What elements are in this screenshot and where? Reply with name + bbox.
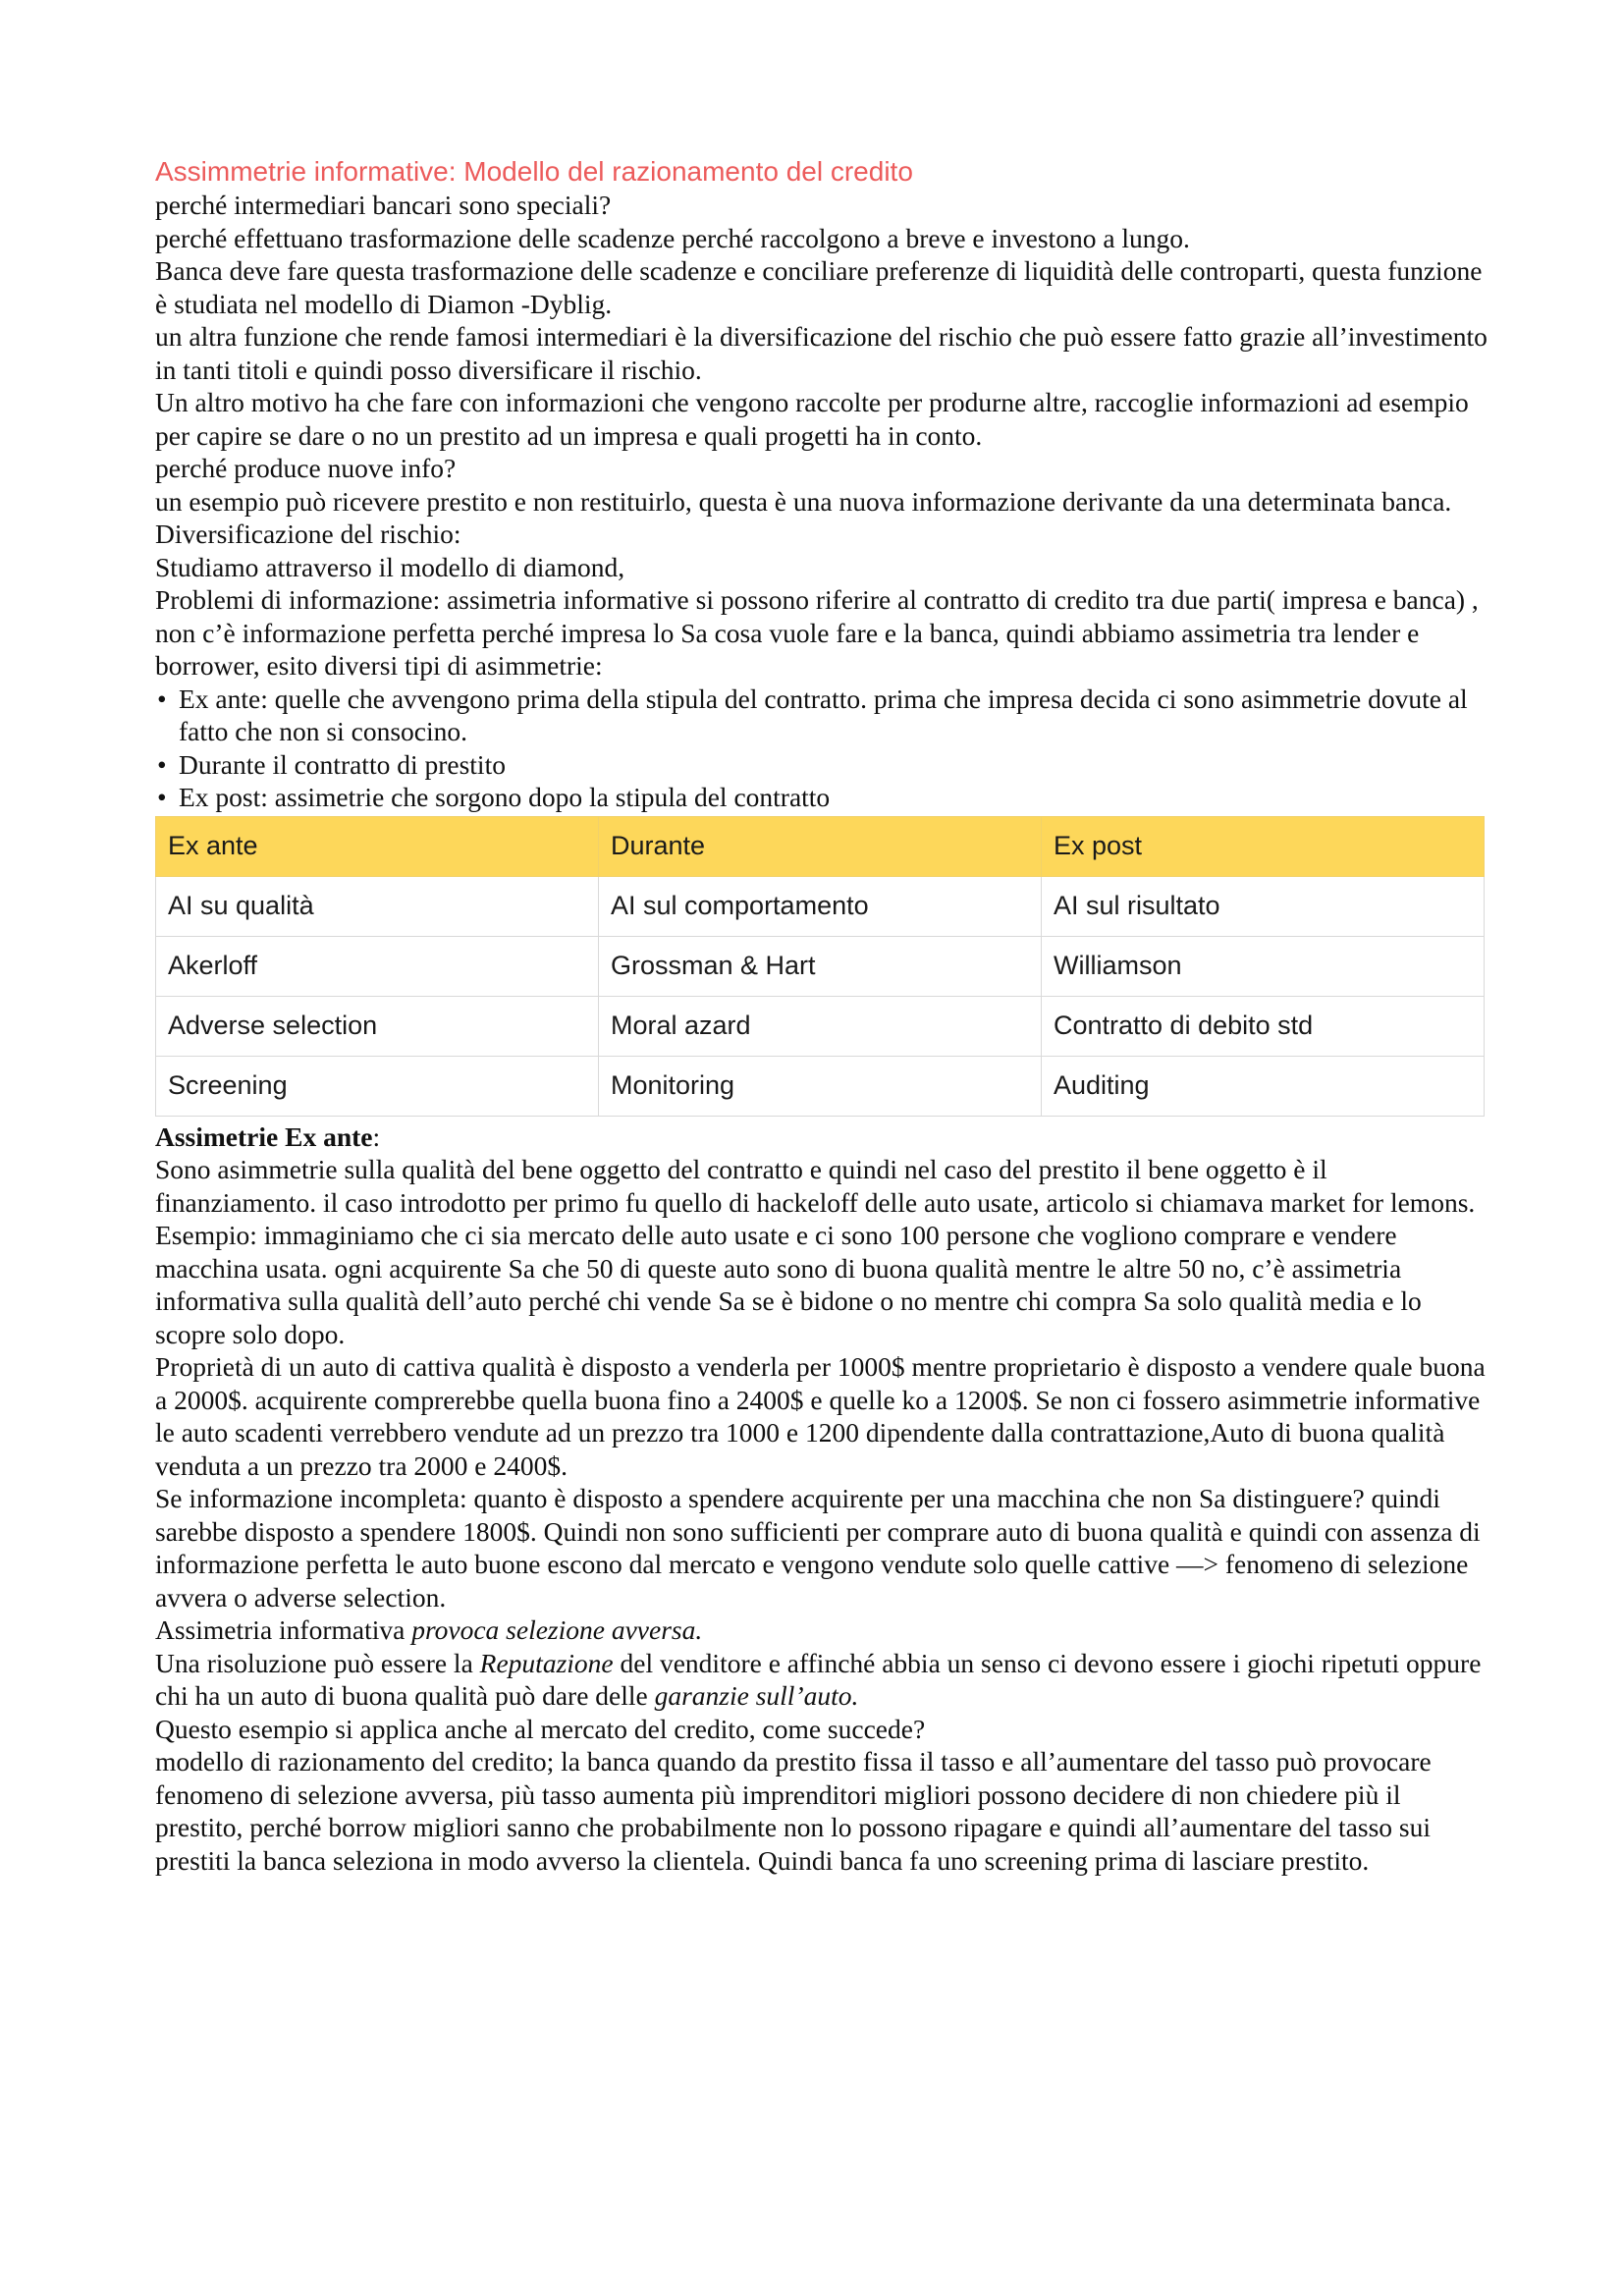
- intro-paragraph: un esempio può ricevere prestito e non restituirlo, questa è una nuova informazione derivante da una determinata banca.: [155, 485, 1452, 517]
- body-paragraph: [155, 1647, 1490, 1713]
- intro-paragraph: Banca deve fare questa trasformazione delle scadenze e conciliare preferenze di liquidità delle controparti, questa funzione è studiata nel modello di Diamon -Dyblig.: [155, 255, 1483, 319]
- table-header-cell: Durante: [599, 816, 1042, 876]
- section-heading-text: Assimetrie Ex ante: [155, 1121, 373, 1152]
- body-paragraph: modello di razionamento del credito; la banca quando da prestito fissa il tasso e all’aumentare del tasso può provocare fenomeno di selezione avversa, più tasso aumenta più imprenditori migliori possono decidere di non chiedere più il prestito, perché borrow migliori sanno che probabilmente non lo possono ripagare e quindi all’aumentare del tasso sui prestiti la banca seleziona in modo avverso la clientela. Quindi banca fa uno screening prima di lasciare prestito.: [155, 1746, 1432, 1876]
- body-paragraph: Proprietà di un auto di cattiva qualità è disposto a venderla per 1000$ mentre proprietario è disposto a vendere quale buona a 2000$. acquirente comprerebbe quella buona fino a 2400$ e quelle ko a 1200$. Se non ci fossero asimmetrie informative le auto scadenti verrebbero vendute ad un prezzo tra 1000 e 1200 dipendente dalla contrattazione,Auto di buona qualità venduta a un prezzo tra 2000 e 2400$.: [155, 1351, 1486, 1481]
- table-row: [156, 1056, 1485, 1116]
- table-cell: Monitoring: [599, 1056, 1042, 1116]
- table-cell: Auditing: [1042, 1056, 1485, 1116]
- table-cell: Williamson: [1042, 936, 1485, 996]
- list-item: • Durante il contratto di prestito: [179, 748, 1490, 782]
- section-heading: [155, 1121, 1490, 1154]
- page-title: Assimmetrie informative: Modello del razionamento del credito: [155, 156, 913, 187]
- italic-text: provoca selezione avversa.: [411, 1614, 703, 1645]
- list-item: • Ex post: assimetrie che sorgono dopo la stipula del contratto: [179, 781, 1490, 814]
- table-row: [156, 936, 1485, 996]
- document-page: [155, 155, 1490, 1877]
- intro-block: [155, 189, 1490, 683]
- table-row: [156, 876, 1485, 936]
- intro-paragraph: un altra funzione che rende famosi intermediari è la diversificazione del rischio che può essere fatto grazie all’investimento in tanti titoli e quindi posso diversificare il rischio.: [155, 321, 1488, 385]
- intro-paragraph: perché effettuano trasformazione delle scadenze perché raccolgono a breve e investono a lungo.: [155, 222, 1190, 253]
- asymmetry-types-list: [155, 683, 1490, 814]
- intro-paragraph: Problemi di informazione: assimetria informative si possono riferire al contratto di credito tra due parti( impresa e banca) , non c’è informazione perfetta perché impresa lo Sa cosa vuole fare e la banca, quindi abbiamo assimetria tra lender e borrower, esito diversi tipi di asimmetrie:: [155, 584, 1479, 681]
- paragraph-text: Una risoluzione può essere la: [155, 1647, 480, 1678]
- italic-text: Reputazione: [479, 1647, 614, 1678]
- table-cell: Akerloff: [156, 936, 599, 996]
- table-header-cell: Ex post: [1042, 816, 1485, 876]
- table-cell: Screening: [156, 1056, 599, 1116]
- body-paragraph: Se informazione incompleta: quanto è disposto a spendere acquirente per una macchina che non Sa distinguere? quindi sarebbe disposto a spendere 1800$. Quindi non sono sufficienti per comprare auto di buona qualità e quindi con assenza di informazione perfetta le auto buone escono dal mercato e vengono vendute solo quelle cattive —> fenomeno di selezione avvera o adverse selection.: [155, 1483, 1481, 1613]
- paragraph-text: del venditore e affinché abbia un senso ci devono essere i giochi ripetuti oppure chi ha un auto di buona qualità può dare delle: [155, 1647, 1482, 1711]
- table-cell: Contratto di debito std: [1042, 996, 1485, 1056]
- table-header-cell: Ex ante: [156, 816, 599, 876]
- section-heading-suffix: :: [372, 1121, 381, 1152]
- asymmetry-table: [155, 816, 1485, 1117]
- table-header-row: [156, 816, 1485, 876]
- list-item: • Ex ante: quelle che avvengono prima della stipula del contratto. prima che impresa decida ci sono asimmetrie dovute al fatto che non si consocino.: [179, 683, 1490, 748]
- ex-ante-section: [155, 1121, 1490, 1878]
- intro-paragraph: perché produce nuove info?: [155, 453, 457, 483]
- intro-paragraph: Studiamo attraverso il modello di diamond,: [155, 551, 625, 582]
- paragraph-text: Assimetria informativa: [155, 1614, 412, 1645]
- table-cell: Moral azard: [599, 996, 1042, 1056]
- table-cell: AI su qualità: [156, 876, 599, 936]
- intro-paragraph: perché intermediari bancari sono speciali?: [155, 190, 612, 220]
- body-paragraph: [155, 1613, 1490, 1647]
- intro-paragraph: Diversificazione del rischio:: [155, 519, 461, 549]
- table-cell: AI sul risultato: [1042, 876, 1485, 936]
- table-row: [156, 996, 1485, 1056]
- italic-text: garanzie sull’auto.: [654, 1680, 859, 1711]
- intro-paragraph: Un altro motivo ha che fare con informazioni che vengono raccolte per produrne altre, raccoglie informazioni ad esempio per capire se dare o no un prestito ad un impresa e quali progetti ha in conto.: [155, 387, 1469, 451]
- table-cell: Grossman & Hart: [599, 936, 1042, 996]
- table-cell: AI sul comportamento: [599, 876, 1042, 936]
- table-cell: Adverse selection: [156, 996, 599, 1056]
- body-paragraph: Sono asimmetrie sulla qualità del bene oggetto del contratto e quindi nel caso del prestito il bene oggetto è il finanziamento. il caso introdotto per primo fu quello di hackeloff delle auto usate, articolo si chiamava market for lemons. Esempio: immaginiamo che ci sia mercato delle auto usate e ci sono 100 persone che vogliono comprare e vendere macchina usata. ogni acquirente Sa che 50 di queste auto sono di buona qualità mentre le altre 50 no, c’è assimetria informativa sulla qualità dell’auto perché chi vende Sa se è bidone o no mentre chi compra Sa solo qualità media e lo scopre solo dopo.: [155, 1154, 1476, 1349]
- body-paragraph: Questo esempio si applica anche al mercato del credito, come succede?: [155, 1713, 926, 1744]
